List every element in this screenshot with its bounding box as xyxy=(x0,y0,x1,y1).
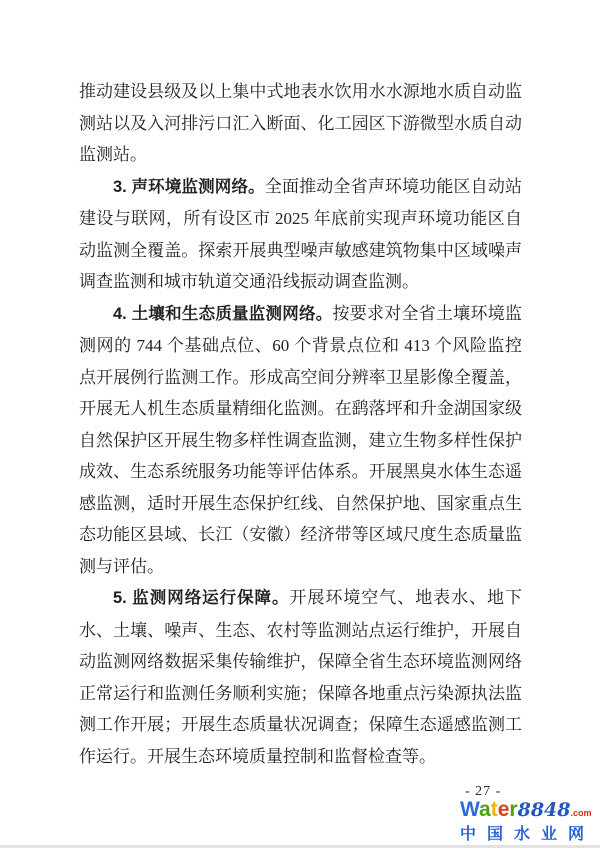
page-footer xyxy=(460,784,596,845)
water8848-logo xyxy=(460,800,596,845)
page-number: - 27 - xyxy=(465,784,502,799)
logo-letter: e xyxy=(497,798,510,821)
paragraph-5-heading: 5. 监测网络运行保障。 xyxy=(113,589,290,607)
paragraph-text: 推动建设县级及以上集中式地表水饮用水水源地水质自动监测站以及入河排污口汇入断面、化工园区下游微型水质自动监测站。 xyxy=(79,82,522,164)
logo-number-8848: 8848 xyxy=(517,799,571,821)
logo-letter: t xyxy=(490,798,498,821)
paragraph-5-network-operation xyxy=(79,582,522,772)
logo-letter: W xyxy=(460,798,480,821)
logo-letter: a xyxy=(479,798,491,821)
paragraph-4-soil-ecology-monitoring xyxy=(79,298,522,583)
document-body xyxy=(79,76,522,772)
paragraph-3-heading: 3. 声环境监测网络。 xyxy=(113,177,265,196)
logo-word-water xyxy=(460,798,518,821)
logo-tagline-china-water: 中国水业网 xyxy=(460,826,596,843)
paragraph-water-monitoring-continuation xyxy=(79,76,522,171)
paragraph-3-noise-monitoring xyxy=(79,171,522,298)
paragraph-4-heading: 4. 土壤和生态质量监测网络。 xyxy=(113,304,333,323)
logo-letter: r xyxy=(509,798,518,821)
logo-tld-com: .com xyxy=(570,808,592,818)
paragraph-text: 按要求对全省土壤环境监测网的 744 个基础点位、60 个背景点位和 413 个风险监控点开展例行监测工作。形成高空间分辨率卫星影像全覆盖，开展无人机生态质量精细化监测。在鹞落坪和升金湖国家级自然保护区开展生物多样性调查监测，建立生物多样性保护成效、生态系统服务功能等评估体系。开展黑臭水体生态遥感监测，适时开展生态保护红线、自然保护地、国家重点生态功能区县域、长江（安徽）经济带等区域尺度生态质量监测与评估。 xyxy=(79,303,522,576)
paragraph-text: 开展环境空气、地表水、地下水、土壤、噪声、生态、农村等监测站点运行维护，开展自动监测网络数据采集传输维护，保障全省生态环境监测网络正常运行和监测任务顺利实施；保障各地重点污染源执法监测工作开展；开展生态质量状况调查；保障生态遥感监测工作运行。开展生态环境质量控制和监督检查等。 xyxy=(79,588,522,766)
paragraph-text: 全面推动全省声环境功能区自动站建设与联网，所有设区市 2025 年底前实现声环境功能区自动监测全覆盖。探索开展典型噪声敏感建筑物集中区域噪声调查监测和城市轨道交通沿线振动调查监测。 xyxy=(79,176,522,291)
